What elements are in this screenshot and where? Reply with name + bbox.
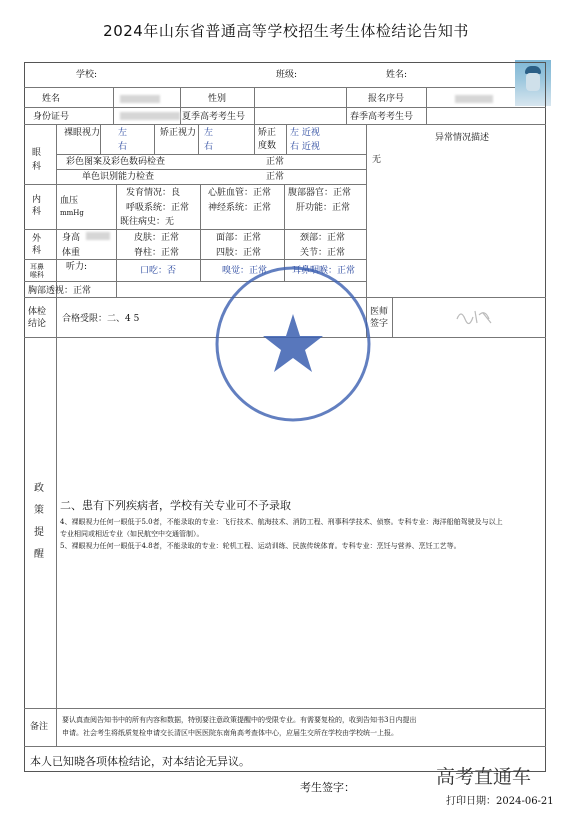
corrected-left-label: 左 xyxy=(204,128,214,138)
color-check-label: 彩色图案及彩色数码检查 xyxy=(66,157,166,167)
rule xyxy=(254,87,255,124)
abdomen-status: 腹部器官：正常 xyxy=(288,188,352,198)
abnormal-title: 异常情况描述 xyxy=(435,133,490,143)
remark-line-1: 要认真查阅告知书中的所有内容和数据，特别要注意政策提醒中的受限专业。有需要复检的，收到告知书3日内提出 xyxy=(62,716,417,724)
rule xyxy=(24,229,366,230)
policy-heading: 二、患有下列疾病者，学校有关专业可不予录取 xyxy=(60,499,291,512)
print-date: 打印日期：2024-06-21 xyxy=(446,796,554,807)
mono-check-label: 单色识别能力检查 xyxy=(82,172,155,182)
policy-section-label: 政策提醒 xyxy=(34,483,44,560)
rule xyxy=(200,184,201,281)
mono-check-result: 正常 xyxy=(266,172,285,182)
redacted-reg-no xyxy=(455,95,493,103)
gender-label: 性别 xyxy=(208,94,227,104)
neck-status: 颈部：正常 xyxy=(300,233,346,243)
nervous-status: 神经系统：正常 xyxy=(208,203,272,213)
document-title: 2024年山东省普通高等学校招生考生体检结论告知书 xyxy=(103,22,469,40)
face-status: 面部：正常 xyxy=(216,233,262,243)
rule xyxy=(24,708,546,709)
surgery-section-label: 外科 xyxy=(32,234,42,256)
stutter-status: 口吃：否 xyxy=(140,266,177,276)
doctor-sign-label: 医师签字 xyxy=(370,307,389,329)
rule xyxy=(116,184,117,297)
rule xyxy=(426,87,427,124)
skin-status: 皮肤：正常 xyxy=(134,233,180,243)
rule xyxy=(24,124,546,125)
redacted-name xyxy=(120,95,160,103)
name-label-top: 姓名: xyxy=(386,70,408,80)
rule xyxy=(180,87,181,124)
id-label: 身份证号 xyxy=(33,112,70,122)
redacted-height xyxy=(86,232,110,240)
rule xyxy=(24,259,366,260)
liver-status: 肝功能：正常 xyxy=(296,203,351,213)
rule xyxy=(56,124,57,337)
joints-status: 关节：正常 xyxy=(300,248,346,258)
redacted-id xyxy=(120,112,180,120)
height-label: 身高 xyxy=(62,233,81,243)
right-myopia: 右 近视 xyxy=(290,142,320,152)
left-myopia: 左 近视 xyxy=(290,128,320,138)
naked-left-label: 左 xyxy=(118,128,128,138)
bp-label: 血压 xyxy=(60,196,79,206)
rule xyxy=(198,124,199,154)
remark-line-2: 申请。社会考生将纸质复检申请交长清区中医医院东南角高考查体中心，应届生交所在学校由学校统一上报。 xyxy=(62,729,398,737)
weight-label: 体重 xyxy=(62,248,81,258)
rule xyxy=(254,124,255,154)
rule xyxy=(24,184,366,185)
rule xyxy=(24,746,546,747)
color-check-result: 正常 xyxy=(266,157,285,167)
school-label: 学校: xyxy=(76,70,98,80)
official-seal-icon xyxy=(213,264,373,424)
abnormal-value: 无 xyxy=(372,155,382,165)
limbs-status: 四肢：正常 xyxy=(216,248,262,258)
policy-line-1: 4、裸眼视力任何一眼低于5.0者，不能录取的专业：飞行技术、航海技术、消防工程、刑事科学技术、侦察。专科专业：海洋船舶驾驶及与以上 xyxy=(60,518,503,526)
rule xyxy=(100,124,101,154)
doctor-signature xyxy=(455,305,495,327)
naked-eye-label: 裸眼视力 xyxy=(64,128,101,138)
class-label: 班级: xyxy=(276,70,298,80)
ent-section-label: 耳鼻喉科 xyxy=(30,263,44,279)
naked-right-label: 右 xyxy=(118,142,128,152)
policy-line-2: 专业相同或相近专业（如民航空中交通管制）。 xyxy=(60,530,204,538)
rule xyxy=(56,337,57,746)
student-sign-label: 考生签字： xyxy=(300,781,355,794)
corrected-label: 矫正视力 xyxy=(160,128,197,138)
summer-no-label: 夏季高考考生号 xyxy=(182,112,246,122)
name-label: 姓名 xyxy=(42,94,61,104)
bp-unit: mmHg xyxy=(60,209,84,217)
development-status: 发育情况：良 xyxy=(126,188,181,198)
policy-line-3: 5、裸眼视力任何一眼低于4.8者，不能录取的专业：轮机工程、运动训练、民族传统体育。专科专业：烹饪与营养、烹饪工艺等。 xyxy=(60,542,461,550)
correction-degree-label: 矫正度数 xyxy=(258,128,277,151)
throat-status: 耳鼻咽喉：正常 xyxy=(292,266,356,276)
rule xyxy=(113,87,114,124)
respiratory-status: 呼吸系统：正常 xyxy=(126,203,190,213)
rule xyxy=(24,107,546,108)
remark-section-label: 备注 xyxy=(30,722,49,732)
eye-section-label: 眼科 xyxy=(32,148,42,172)
rule xyxy=(392,297,393,337)
cardio-status: 心脏血管：正常 xyxy=(208,188,272,198)
rule xyxy=(56,169,366,170)
spring-no-label: 春季高考考生号 xyxy=(350,112,414,122)
conclusion-value: 合格受限：二、4 5 xyxy=(62,314,140,324)
acknowledgement-text: 本人已知晓各项体检结论，对本结论无异议。 xyxy=(30,755,250,768)
internal-section-label: 内科 xyxy=(32,195,42,217)
rule xyxy=(56,154,366,155)
hearing-label: 听力: xyxy=(66,262,88,272)
medical-history: 既往病史：无 xyxy=(120,217,175,227)
conclusion-section-label: 体检结论 xyxy=(28,307,47,329)
chest-xray-status: 胸部透视：正常 xyxy=(28,286,92,296)
rule xyxy=(346,87,347,124)
watermark-text: 高考直通车 xyxy=(436,766,532,788)
smell-status: 嗅觉：正常 xyxy=(222,266,268,276)
rule xyxy=(24,87,515,88)
rule xyxy=(286,124,287,154)
rule xyxy=(154,124,155,154)
corrected-right-label: 右 xyxy=(204,142,214,152)
reg-no-label: 报名序号 xyxy=(368,94,405,104)
spine-status: 脊柱：正常 xyxy=(134,248,180,258)
